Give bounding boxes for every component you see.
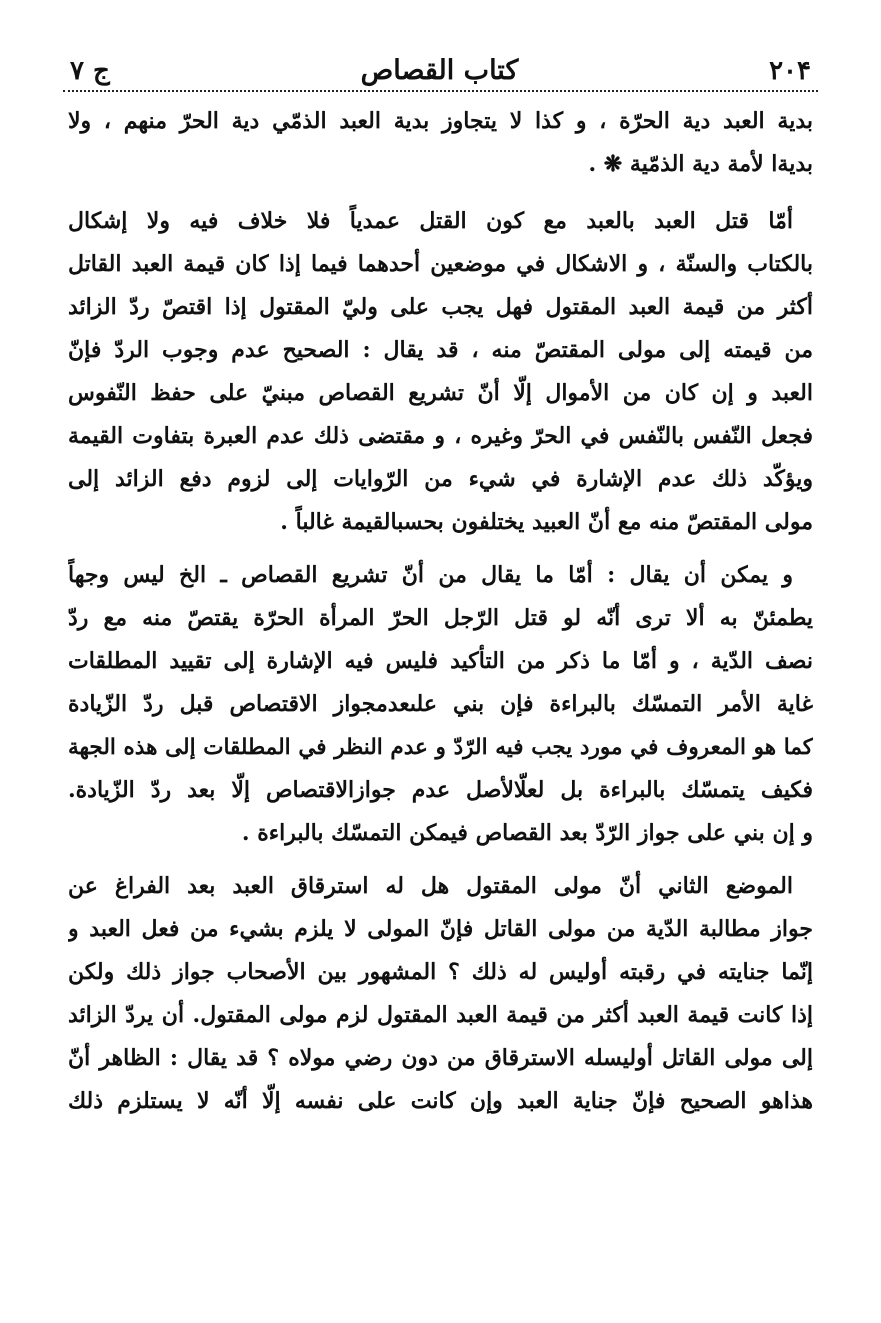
text-line: فكيف يتمسّك بالبراءة بل لعلّالأصل عدم جوازالاقتصاص إلّا بعد ردّ الزّيادة. xyxy=(68,777,813,803)
text-line: هذاهو الصحيح فإنّ جناية العبد وإن كانت على نفسه إلّا أنّه لا يستلزم ذلك xyxy=(68,1088,813,1114)
paragraph-1 xyxy=(68,100,813,186)
page-number: ٢٠۴ xyxy=(769,56,811,86)
text-line: و إن بني على جواز الرّدّ بعد القصاص فيمكن التمسّك بالبراءة . xyxy=(241,820,813,846)
text-line: إذا كانت قيمة العبد أكثر من قيمة العبد المقتول لزم مولى المقتول. أن يردّ الزائد xyxy=(68,1002,813,1028)
text-line: إلى مولى القاتل أوليسله الاسترقاق من دون رضي مولاه ؟ قد يقال : الظاهر أنّ xyxy=(68,1045,813,1071)
page-body xyxy=(68,100,813,1123)
volume-label: ج ٧ xyxy=(70,56,110,86)
text-line: إنّما جنايته في رقبته أوليس له ذلك ؟ المشهور بين الأصحاب جواز ذلك ولكن xyxy=(68,959,813,985)
text-line: يطمئنّ به ألا ترى أنّه لو قتل الرّجل الحرّ المرأة الحرّة يقتصّ منه مع ردّ xyxy=(68,605,813,631)
book-title: كتاب القصاص xyxy=(360,55,519,86)
text-line: ويؤكّد ذلك عدم الإشارة في شيء من الرّوايات إلى لزوم دفع الزائد إلى xyxy=(68,466,813,492)
text-line: غاية الأمر التمسّك بالبراءة فإن بني علىعدمجواز الاقتصاص قبل ردّ الزّيادة xyxy=(68,691,813,717)
text-line: أكثر من قيمة العبد المقتول فهل يجب على وليّ المقتول إذا اقتصّ ردّ الزائد xyxy=(68,294,813,320)
text-line: جواز مطالبة الدّية من مولى القاتل فإنّ المولى لا يلزم بشيء من فعل العبد و xyxy=(68,916,813,942)
text-line: بالكتاب والسنّة ، و الاشكال في موضعين أحدهما فيما إذا كان قيمة العبد القاتل xyxy=(68,251,813,277)
paragraph-2 xyxy=(68,200,813,544)
text-line: من قيمته إلى مولى المقتصّ منه ، قد يقال : الصحيح عدم وجوب الردّ فإنّ xyxy=(68,337,813,363)
page-header xyxy=(70,40,811,84)
text-line: مولى المقتصّ منه مع أنّ العبيد يختلفون بحسبالقيمة غالباً . xyxy=(280,509,813,535)
paragraph-4 xyxy=(68,865,813,1123)
text-line: الموضع الثاني أنّ مولى المقتول هل له استرقاق العبد بعد الفراغ عن xyxy=(68,873,793,899)
text-line: فجعل النّفس بالنّفس في الحرّ وغيره ، و مقتضى ذلك عدم العبرة بتفاوت القيمة xyxy=(68,423,813,449)
text-line: و يمكن أن يقال : أمّا ما يقال من أنّ تشريع القصاص ـ الخ ليس وجهاً xyxy=(68,562,793,588)
text-line: بديةا لأمة دية الذمّية ❋ . xyxy=(588,151,813,177)
text-line: العبد و إن كان من الأموال إلّا أنّ تشريع القصاص مبنيّ على حفظ النّفوس xyxy=(68,380,813,406)
paragraph-3 xyxy=(68,554,813,855)
header-divider xyxy=(63,90,818,92)
text-line: نصف الدّية ، و أمّا ما ذكر من التأكيد فليس فيه الإشارة إلى تقييد المطلقات xyxy=(68,648,813,674)
text-line: كما هو المعروف في مورد يجب فيه الرّدّ و عدم النظر في المطلقات إلى هذه الجهة xyxy=(68,735,813,760)
text-line: بدية العبد دية الحرّة ، و كذا لا يتجاوز بدية العبد الذمّي دية الحرّ منهم ، ولا xyxy=(68,108,813,134)
text-line: أمّا قتل العبد بالعبد مع كون القتل عمدياً فلا خلاف فيه ولا إشكال xyxy=(68,208,793,234)
